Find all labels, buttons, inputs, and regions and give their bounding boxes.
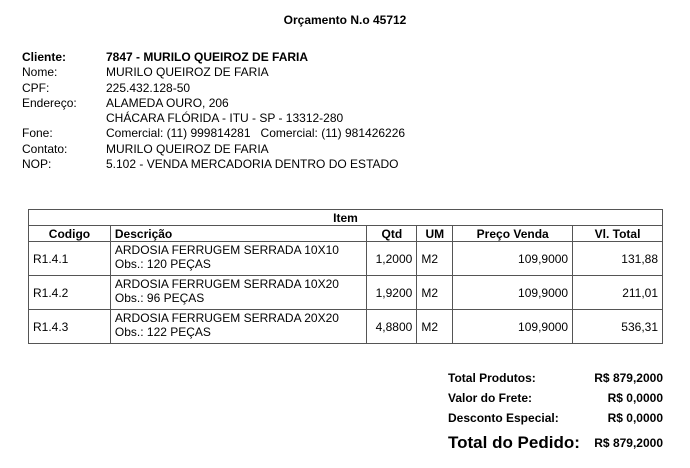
cliente-value: 7847 - MURILO QUEIROZ DE FARIA bbox=[106, 50, 309, 64]
cell-um: M2 bbox=[417, 242, 453, 276]
nome-row bbox=[22, 65, 405, 80]
col-header-descricao: Descrição bbox=[110, 226, 366, 242]
cpf-label: CPF: bbox=[22, 80, 50, 95]
cell-codigo: R1.4.1 bbox=[29, 242, 111, 276]
cpf-row bbox=[22, 81, 405, 96]
endereco-row bbox=[22, 96, 405, 111]
fone-value: Comercial: (11) 999814281 Comercial: (11) 981426226 bbox=[106, 126, 406, 141]
total-produtos-value: R$ 879,2000 bbox=[594, 371, 663, 385]
col-header-codigo: Codigo bbox=[29, 226, 111, 242]
item-obs: Obs.: 122 PEÇAS bbox=[114, 325, 211, 339]
total-produtos-label: Total Produtos: bbox=[448, 371, 536, 385]
contato-label: Contato: bbox=[22, 141, 68, 156]
client-info bbox=[22, 50, 405, 172]
page-title: Orçamento N.o 45712 bbox=[283, 13, 407, 27]
nome-label: Nome: bbox=[22, 65, 58, 80]
fone-row bbox=[22, 126, 405, 141]
endereco-line2: CHÁCARA FLÓRIDA - ITU - SP - 13312-280 bbox=[106, 111, 344, 126]
desconto-value: R$ 0,0000 bbox=[607, 411, 663, 425]
cell-total: 211,01 bbox=[573, 276, 663, 310]
table-row bbox=[29, 276, 663, 310]
cell-total: 131,88 bbox=[573, 242, 663, 276]
table-row bbox=[29, 242, 663, 276]
valor-frete-label: Valor do Frete: bbox=[448, 391, 533, 405]
cell-descricao bbox=[110, 276, 366, 310]
valor-frete-value: R$ 0,0000 bbox=[607, 391, 663, 405]
item-obs: Obs.: 96 PEÇAS bbox=[114, 291, 205, 305]
cell-qtd: 1,2000 bbox=[367, 242, 417, 276]
cell-qtd: 4,8800 bbox=[367, 310, 417, 344]
col-header-qtd: Qtd bbox=[367, 226, 417, 242]
desconto-label: Desconto Especial: bbox=[448, 411, 559, 425]
nop-label: NOP: bbox=[22, 157, 52, 172]
item-obs: Obs.: 120 PEÇAS bbox=[114, 257, 211, 271]
cell-preco: 109,9000 bbox=[453, 276, 573, 310]
col-header-preco: Preço Venda bbox=[453, 226, 573, 242]
col-header-um: UM bbox=[417, 226, 453, 242]
cell-total: 536,31 bbox=[573, 310, 663, 344]
contato-value: MURILO QUEIROZ DE FARIA bbox=[106, 141, 269, 156]
valor-frete-row bbox=[448, 388, 663, 408]
nop-row bbox=[22, 157, 405, 172]
table-group-header: Item bbox=[29, 210, 663, 226]
cell-um: M2 bbox=[417, 310, 453, 344]
col-header-total: Vl. Total bbox=[573, 226, 663, 242]
table-row bbox=[29, 310, 663, 344]
table-header-row bbox=[29, 226, 663, 242]
cell-um: M2 bbox=[417, 276, 453, 310]
items-table bbox=[28, 209, 663, 344]
total-pedido-value: R$ 879,2000 bbox=[594, 436, 663, 450]
cell-preco: 109,9000 bbox=[453, 310, 573, 344]
total-produtos-row bbox=[448, 368, 663, 388]
cell-descricao bbox=[110, 310, 366, 344]
cpf-value: 225.432.128-50 bbox=[106, 80, 191, 95]
cell-codigo: R1.4.3 bbox=[29, 310, 111, 344]
endereco-line1: ALAMEDA OURO, 206 bbox=[106, 95, 229, 110]
total-pedido-label: Total do Pedido: bbox=[448, 433, 580, 452]
total-pedido-row bbox=[448, 430, 663, 456]
cell-preco: 109,9000 bbox=[453, 242, 573, 276]
nop-value: 5.102 - VENDA MERCADORIA DENTRO DO ESTADO bbox=[106, 157, 399, 172]
totals-block bbox=[448, 368, 663, 456]
item-description: ARDOSIA FERRUGEM SERRADA 10X10 bbox=[114, 243, 339, 257]
cell-codigo: R1.4.2 bbox=[29, 276, 111, 310]
cliente-label: Cliente: bbox=[22, 50, 67, 64]
item-description: ARDOSIA FERRUGEM SERRADA 10X20 bbox=[114, 277, 339, 291]
desconto-row bbox=[448, 408, 663, 428]
cell-qtd: 1,9200 bbox=[367, 276, 417, 310]
nome-value: MURILO QUEIROZ DE FARIA bbox=[106, 65, 269, 80]
fone-label: Fone: bbox=[22, 126, 53, 141]
cell-descricao bbox=[110, 242, 366, 276]
item-description: ARDOSIA FERRUGEM SERRADA 20X20 bbox=[114, 311, 339, 325]
client-row bbox=[22, 50, 405, 65]
contato-row bbox=[22, 142, 405, 157]
endereco-label: Endereço: bbox=[22, 95, 77, 110]
endereco-row-2 bbox=[22, 111, 405, 126]
